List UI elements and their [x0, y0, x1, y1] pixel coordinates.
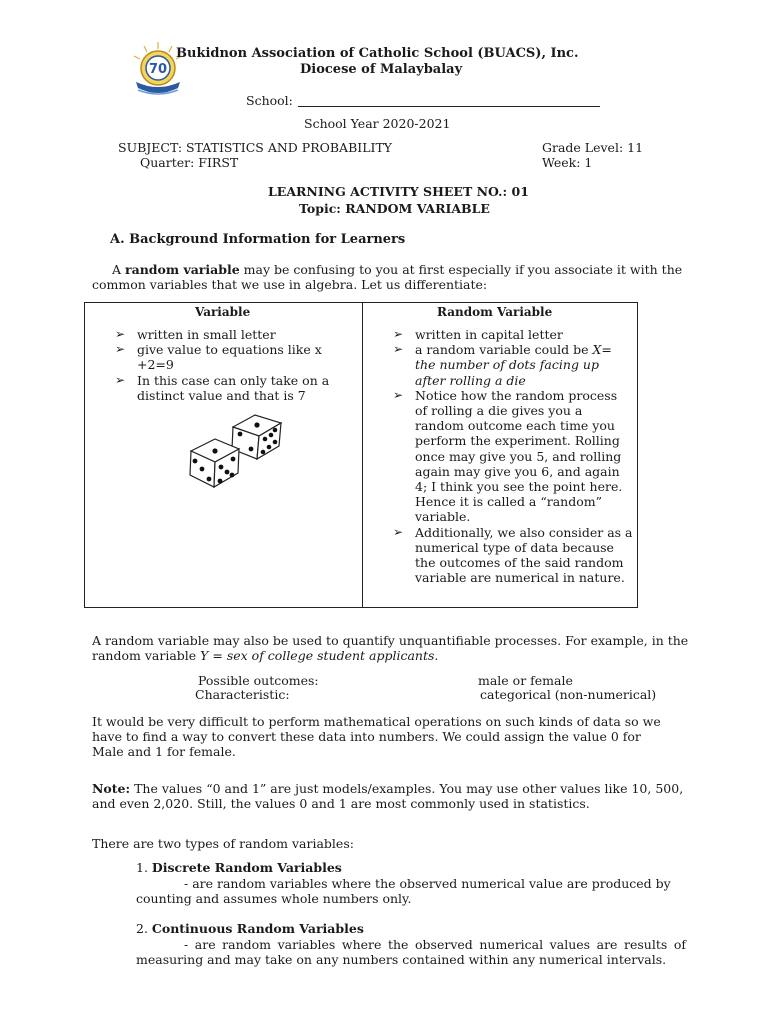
sheet-title: LEARNING ACTIVITY SHEET NO.: 01	[268, 184, 529, 199]
types-intro: There are two types of random variables:	[92, 836, 354, 851]
list-item-text: Notice how the random process of rolling a die gives you a random outcome each time you perform the experiment. Rolling once may give you 5, and rolling again may give you 6, and again 4; I think you see the point here. Hence it is called a “random” variable.	[415, 387, 623, 525]
logo-number: 70	[148, 62, 168, 77]
quarter: Quarter: FIRST	[140, 155, 239, 170]
possible-outcomes-label: Possible outcomes:	[198, 673, 319, 688]
type1-title: Discrete Random Variables	[151, 860, 342, 875]
note-text: The values “0 and 1” are just models/examples. You may use other values like 10, 500, and even 2,020. Still, the values 0 and 1 are most commonly used in statistics.	[92, 781, 684, 811]
p2-italic: Y = sex of college student applicants	[200, 648, 435, 663]
list-item	[393, 388, 633, 525]
type2-heading	[136, 921, 364, 936]
table-header-random-variable: Random Variable	[437, 305, 553, 319]
possible-outcomes-value: male or female	[478, 673, 573, 688]
list-item-text: In this case can only take on a distinct value and that is 7	[137, 372, 330, 403]
note-label: Note:	[92, 781, 131, 796]
type2-title: Continuous Random Variables	[151, 921, 364, 936]
org-name: Bukidnon Association of Catholic School (BUACS), Inc.	[176, 46, 579, 61]
list-item-text: written in capital letter	[415, 327, 563, 342]
table-header-variable: Variable	[195, 305, 251, 319]
arrow-bullet-icon: ➢	[393, 342, 404, 357]
type1-description: - are random variables where the observed numerical value are produced by counting and assumes whole numbers only.	[136, 876, 671, 906]
type2-description: - are random variables where the observed numerical values are results of measuring and may take on any numbers contained within any numerical intervals.	[136, 937, 686, 967]
grade-level: Grade Level: 11	[542, 140, 644, 155]
comparison-table	[84, 302, 638, 608]
intro-paragraph	[92, 262, 692, 292]
p2-post: .	[434, 648, 439, 663]
school-year: School Year 2020-2021	[304, 116, 451, 131]
list-item	[115, 373, 351, 403]
p2-pre: A random variable may also be used to quantify unquantifiable processes. For example, in the random variable	[92, 633, 689, 663]
convert-line-2: Male and 1 for female.	[92, 744, 236, 759]
characteristic-label: Characteristic:	[195, 687, 290, 702]
dice-icon	[185, 409, 295, 492]
list-item	[115, 327, 351, 342]
section-a-heading: A. Background Information for Learners	[110, 232, 406, 247]
list-item-text: give value to equations like x +2=9	[137, 342, 322, 373]
variable-list	[115, 327, 351, 403]
note-paragraph	[92, 781, 692, 811]
arrow-bullet-icon: ➢	[393, 327, 404, 341]
list-item-text: written in small letter	[137, 327, 276, 342]
school-blank-line[interactable]	[298, 106, 600, 107]
intro-post: may be confusing to you at first especially if you associate it with the common variables that we use in algebra. Let us differentiate:	[92, 262, 683, 292]
list-item	[393, 342, 633, 388]
week: Week: 1	[542, 155, 593, 170]
random-variable-list	[393, 327, 633, 585]
list-item-text-pre: a random variable could be	[415, 342, 593, 358]
intro-bold: random variable	[125, 262, 240, 277]
list-item	[393, 327, 633, 342]
random-variable-symbol: X	[592, 342, 602, 358]
table-divider	[362, 303, 363, 607]
quantify-paragraph	[92, 633, 692, 663]
type1-heading	[136, 860, 342, 875]
list-item	[393, 525, 633, 586]
arrow-bullet-icon: ➢	[393, 387, 404, 402]
arrow-bullet-icon: ➢	[115, 342, 126, 357]
subject: SUBJECT: STATISTICS AND PROBABILITY	[118, 140, 393, 155]
convert-paragraph	[92, 714, 692, 759]
intro-pre: A	[112, 262, 126, 277]
list-item	[115, 342, 351, 372]
school-label: School:	[246, 93, 293, 108]
arrow-bullet-icon: ➢	[115, 327, 126, 341]
topic-title: Topic: RANDOM VARIABLE	[299, 201, 490, 216]
diocese-name: Diocese of Malaybalay	[300, 62, 463, 77]
list-item-text: Additionally, we also consider as a numerical type of data because the outcomes of the said random variable are numerical in nature.	[415, 524, 633, 586]
convert-line-1: It would be very difficult to perform mathematical operations on such kinds of data so we have to find a way to convert these data into numbers. We could assign the value 0 for	[92, 714, 661, 744]
arrow-bullet-icon: ➢	[115, 372, 126, 387]
characteristic-value: categorical (non-numerical)	[480, 687, 657, 702]
type2-number: 2.	[136, 921, 152, 936]
type1-number: 1.	[136, 860, 152, 875]
arrow-bullet-icon: ➢	[393, 524, 404, 539]
random-variable-definition: = the number of dots facing up after rolling a die	[415, 342, 612, 388]
